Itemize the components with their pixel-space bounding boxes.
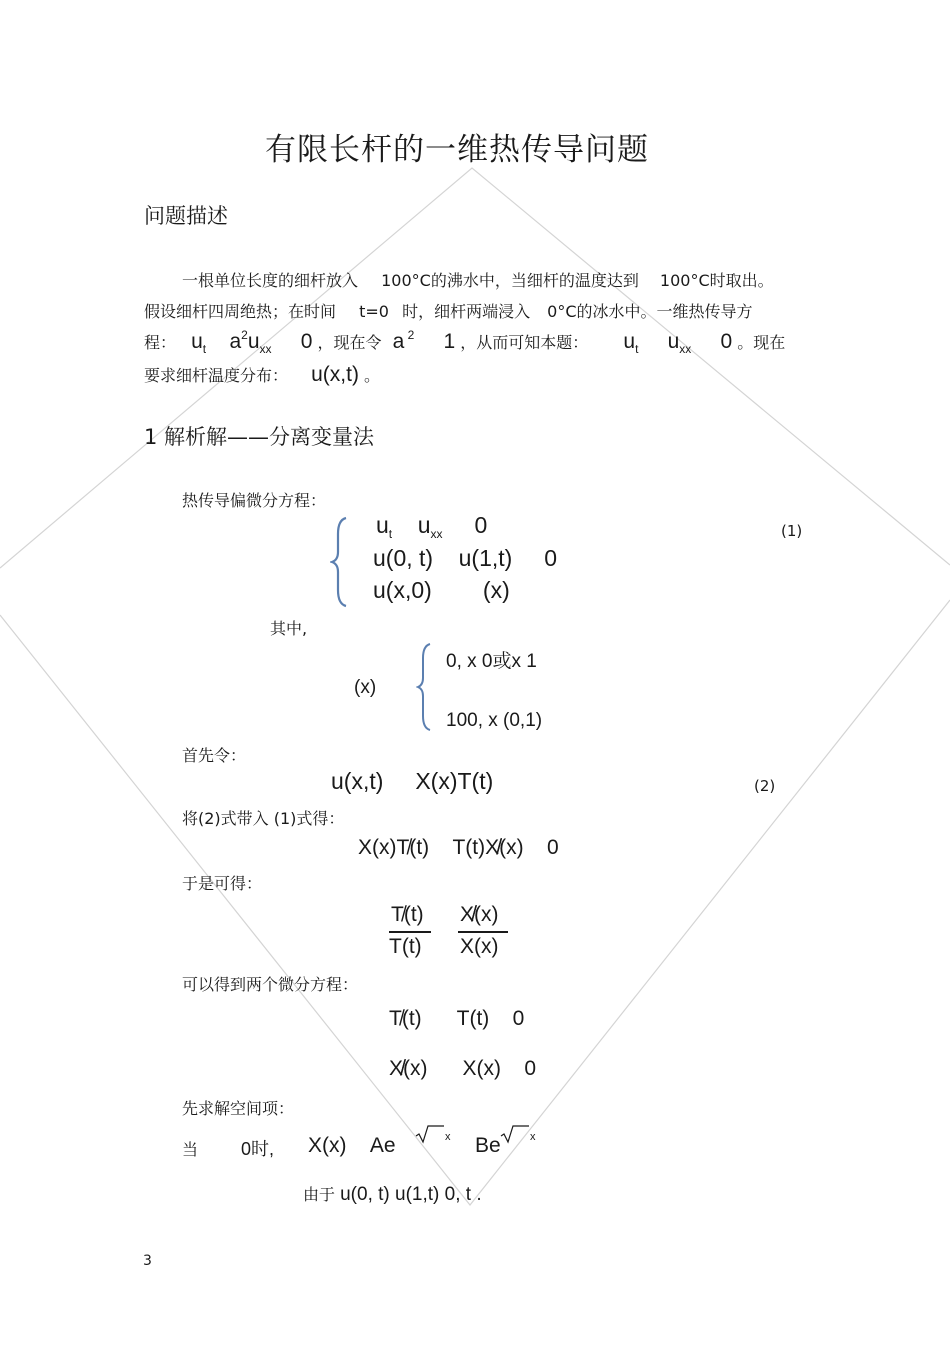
u-x-t-inline: u(x,t) bbox=[311, 363, 359, 386]
pde-intro: 热传导偏微分方程： bbox=[182, 491, 327, 510]
fraction-x-numerator: X̸̸(x) bbox=[460, 903, 499, 926]
pde-line-1: $u_t$ $u_{xx}$ 0 bbox=[376, 512, 488, 541]
fraction-t-denominator: T(t) bbox=[389, 935, 422, 958]
fraction-t-numerator: T̸(t) bbox=[391, 903, 424, 926]
when-label: 当 bbox=[182, 1140, 199, 1159]
page-number: 3 bbox=[143, 1253, 152, 1269]
pde-line-2: u(0, t) u(1,t) 0 bbox=[373, 545, 558, 571]
heat-equation-inline: $u_t$ $a^2u_{xx}$ 0 bbox=[191, 328, 313, 356]
desc-line-3: 程： $u_t$ $a^2u_{xx}$ 0 ，现在令 a $^2$ 1 ，从而可知本题： $u_t$ $u_{xx}$ 0 。现在 bbox=[144, 328, 786, 356]
equation-number-1: (1) bbox=[781, 522, 803, 540]
thus-label: 于是可得： bbox=[182, 874, 263, 893]
substitute-label: 将(2)式带入 (1)式得： bbox=[182, 809, 345, 828]
reduced-equation-inline: $u_t$ $u_{xx}$ 0 bbox=[623, 330, 733, 356]
phi-case-2: 100, x (0,1) bbox=[446, 710, 543, 731]
spatial-solution-b: Be bbox=[475, 1134, 501, 1157]
sqrt-exponent-a bbox=[414, 1124, 454, 1144]
section-heading-description: 问题描述 bbox=[144, 204, 228, 228]
system-brace bbox=[330, 516, 352, 608]
a-squared-equals-one: a $^2$ 1 bbox=[392, 328, 456, 353]
when-zero-label: 0时, bbox=[241, 1139, 275, 1159]
fraction-x-denominator: X(x) bbox=[460, 935, 499, 958]
ode-time: T̸(t) T(t) 0 bbox=[389, 1007, 525, 1030]
fraction-t-line bbox=[389, 931, 431, 933]
desc-line-1: 一根单位长度的细杆放入 100°C的沸水中，当细杆的温度达到 100°C时取出。 bbox=[182, 271, 774, 290]
substituted-equation: X(x)T̸(t) T(t)X̸̸(x) 0 bbox=[358, 836, 559, 859]
equation-number-2: (2) bbox=[754, 777, 776, 795]
where-label: 其中, bbox=[270, 619, 308, 638]
pde-line-3: u(x,0) (x) bbox=[373, 577, 510, 603]
sqrt-exponent-b bbox=[499, 1124, 539, 1144]
section-heading-analytic: 1 解析解——分离变量法 bbox=[144, 425, 375, 449]
phi-label: (x) bbox=[354, 677, 377, 698]
since-line: 由于 u(0, t) u(1,t) 0, t . bbox=[303, 1184, 482, 1205]
desc-line-2: 假设细杆四周绝热；在时间 t=0 时，细杆两端浸入 0°C的冰水中。一维热传导方 bbox=[144, 302, 753, 321]
svg-text:x: x bbox=[445, 1131, 451, 1143]
svg-text:x: x bbox=[530, 1131, 536, 1143]
fraction-x-line bbox=[458, 931, 508, 933]
spatial-solution: X(x) Ae bbox=[308, 1134, 396, 1157]
desc-line-4: 要求细杆温度分布： u(x,t) 。 bbox=[144, 363, 381, 386]
spatial-first-label: 先求解空间项： bbox=[182, 1099, 295, 1118]
separation-ansatz: u(x,t) X(x)T(t) bbox=[331, 768, 494, 794]
first-let-label: 首先令： bbox=[182, 746, 247, 765]
ode-space: X̸̸(x) X(x) 0 bbox=[389, 1057, 537, 1080]
page-title: 有限长杆的一维热传导问题 bbox=[265, 132, 649, 168]
phi-case-1: 0, x 0或x 1 bbox=[446, 651, 537, 672]
phi-brace bbox=[416, 642, 434, 732]
two-odes-label: 可以得到两个微分方程： bbox=[182, 975, 359, 994]
